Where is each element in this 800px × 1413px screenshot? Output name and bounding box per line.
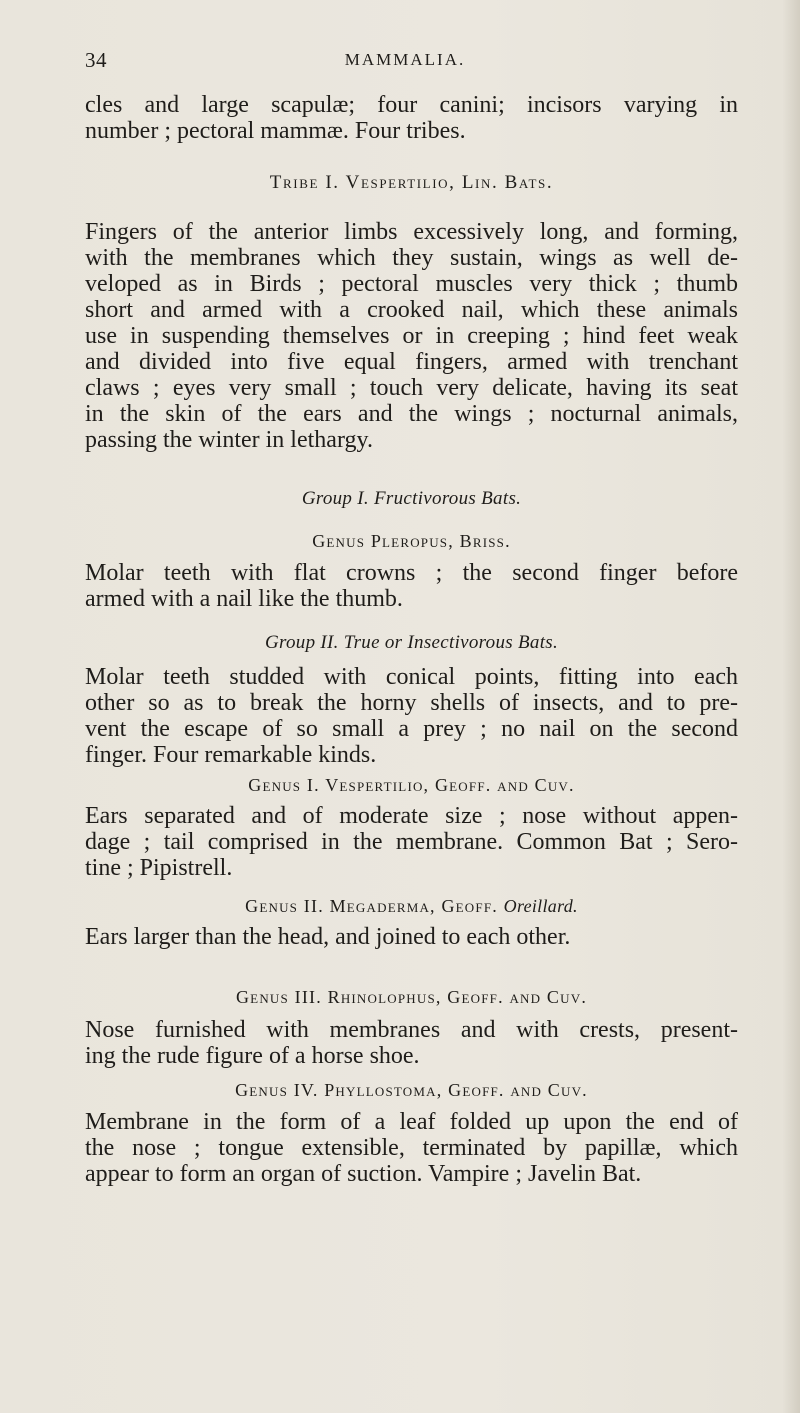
text-line: Membrane in the form of a leaf folded up upon the end of [85,1109,738,1135]
text-line: use in suspending themselves or in creeping ; hind feet weak [85,323,738,349]
group-1-description [85,560,738,612]
text-line: with the membranes which they sustain, wings as well de- [85,245,738,271]
page-edge-shadow [782,0,800,1413]
text-line: short and armed with a crooked nail, which these animals [85,297,738,323]
text-line: other so as to break the horny shells of insects, and to pre- [85,690,738,716]
text-line: number ; pectoral mammæ. Four tribes. [85,118,466,144]
text-line: cles and large scapulæ; four canini; incisors varying in [85,92,738,118]
genus-1-heading: Genus I. Vespertilio, Geoff. and Cuv. [248,775,575,795]
text-line: ing the rude figure of a horse shoe. [85,1043,420,1069]
text-line: passing the winter in lethargy. [85,427,373,453]
text-line: Molar teeth with flat crowns ; the second finger before [85,560,738,586]
text-line: Ears separated and of moderate size ; nose without appen- [85,803,738,829]
genus-3-heading: Genus III. Rhinolophus, Geoff. and Cuv. [235,987,588,1007]
genus-2-description [85,924,738,950]
group-1-genus-heading: Genus Pleropus, Briss. [312,531,511,551]
intro-paragraph [85,92,738,144]
genus-3-description [85,1017,738,1069]
genus-2-heading [85,896,738,917]
text-line: finger. Four remarkable kinds. [85,742,377,768]
group-1-heading: Group I. Fructivorous Bats. [301,488,522,509]
text-line: Fingers of the anterior limbs excessively long, and forming, [85,219,738,245]
text-line: appear to form an organ of suction. Vampire ; Javelin Bat. [85,1161,642,1187]
text-line: dage ; tail comprised in the membrane. Common Bat ; Sero- [85,829,738,855]
group-2-heading: Group II. True or Insectivorous Bats. [264,632,559,653]
text-line: veloped as in Birds ; pectoral muscles very thick ; thumb [85,271,738,297]
genus-4-heading: Genus IV. Phyllostoma, Geoff. and Cuv. [235,1080,588,1100]
text-line: Molar teeth studded with conical points, fitting into each [85,664,738,690]
text-line: tine ; Pipistrell. [85,855,233,881]
text-line: Nose furnished with membranes and with crests, present- [85,1017,738,1043]
tribe-description [85,219,738,453]
tribe-heading-block [85,172,738,194]
running-title: MAMMALIA. [344,50,466,69]
text-line: Ears larger than the head, and joined to each other. [85,924,571,950]
genus-3-heading-block [85,987,738,1008]
genus-1-heading-block [85,775,738,796]
group-1-heading-block [85,488,738,510]
tribe-heading: Tribe I. Vespertilio, Lin. Bats. [269,172,554,193]
group-2-heading-block [85,632,738,654]
text-line: armed with a nail like the thumb. [85,586,403,612]
text-line: vent the escape of so small a prey ; no nail on the second [85,716,738,742]
text-line: and divided into five equal fingers, armed with trenchant [85,349,738,375]
text-line: claws ; eyes very small ; touch very delicate, having its seat [85,375,738,401]
text-line: in the skin of the ears and the wings ; nocturnal animals, [85,401,738,427]
genus-4-description [85,1109,738,1187]
genus-2-heading-text: Genus II. Megaderma, Geoff. [245,896,498,916]
running-header [85,48,725,78]
text-line: the nose ; tongue extensible, terminated by papillæ, which [85,1135,738,1161]
genus-2-heading-italic: Oreillard. [503,896,578,916]
genus-1-description [85,803,738,881]
group-1-genus-block [85,531,738,552]
group-2-description [85,664,738,768]
page-number: 34 [85,48,107,72]
genus-2-heading-block [85,896,738,917]
genus-4-heading-block [85,1080,738,1101]
